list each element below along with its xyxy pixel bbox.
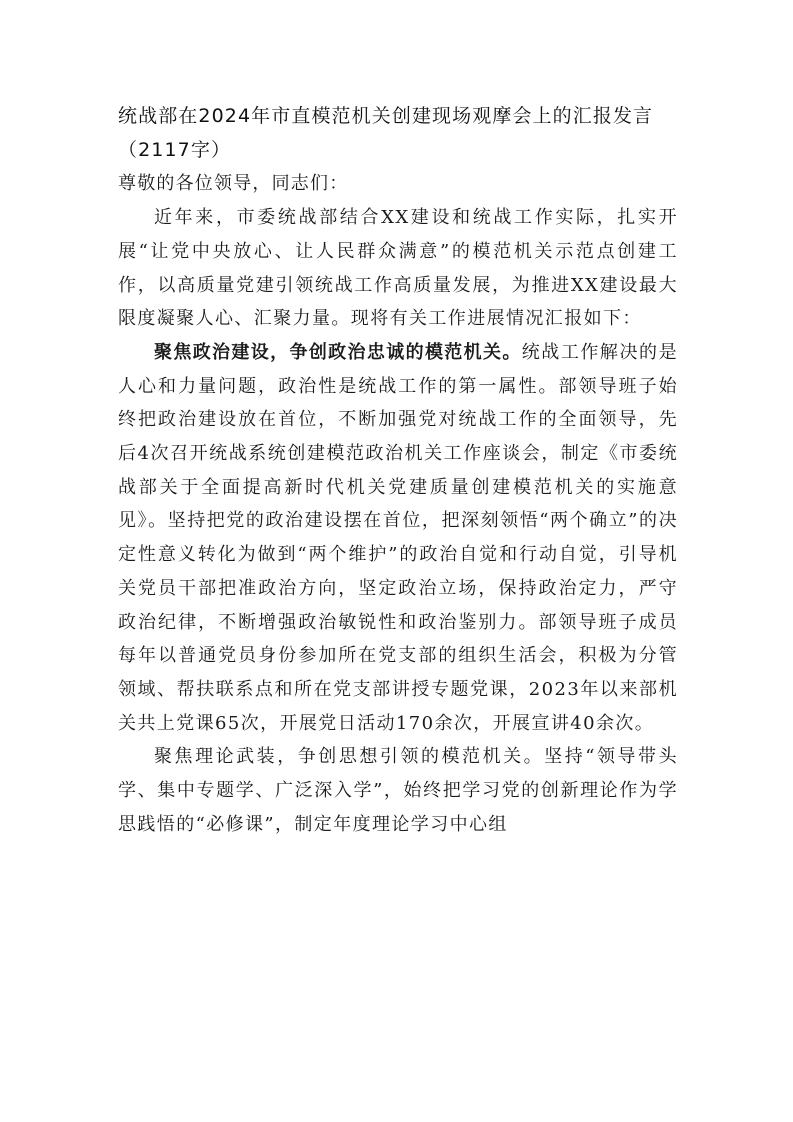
- paragraph-theory-armament-text: 聚焦理论武装，争创思想引领的模范机关。坚持“领导带头学、集中专题学、广泛深入学”，始终把学习党的创新理论作为学思践悟的“必修课”，制定年度理论学习中心组: [118, 746, 678, 835]
- paragraph-intro: [118, 201, 678, 336]
- document-title: 统战部在2024年市直模范机关创建现场观摩会上的汇报发言（2117字）: [118, 105, 654, 161]
- document-body: [118, 100, 678, 841]
- paragraph-theory-armament: [118, 740, 678, 841]
- paragraph-political-construction-text: 统战工作解决的是人心和力量问题，政治性是统战工作的第一属性。部领导班子始终把政治建设放在首位，不断加强党对统战工作的全面领导，先后4次召开统战系统创建模范政治机关工作座谈会，制定《市委统战部关于全面提高新时代机关党建质量创建模范机关的实施意见》。坚持把党的政治建设摆在首位，把深刻领悟“两个确立”的决定性意义转化为做到“两个维护”的政治自觉和行动自觉，引导机关党员干部把准政治方向，坚定政治立场，保持政治定力，严守政治纪律，不断增强政治敏锐性和政治鉴别力。部领导班子成员每年以普通党员身份参加所在党支部的组织生活会，积极为分管领域、帮扶联系点和所在党支部讲授专题党课，2023年以来部机关共上党课65次，开展党日活动170余次，开展宣讲40余次。: [118, 341, 678, 734]
- paragraph-political-construction: [118, 336, 678, 740]
- section-heading-political-construction: 聚焦政治建设，争创政治忠诚的模范机关。: [154, 341, 522, 363]
- salutation: 尊敬的各位领导，同志们：: [118, 173, 349, 195]
- paragraph-intro-text: 近年来，市委统战部结合XX建设和统战工作实际，扎实开展“让党中央放心、让人民群众满意”的模范机关示范点创建工作，以高质量党建引领统战工作高质量发展，为推进XX建设最大限度凝聚人心、汇聚力量。现将有关工作进展情况汇报如下：: [118, 207, 678, 330]
